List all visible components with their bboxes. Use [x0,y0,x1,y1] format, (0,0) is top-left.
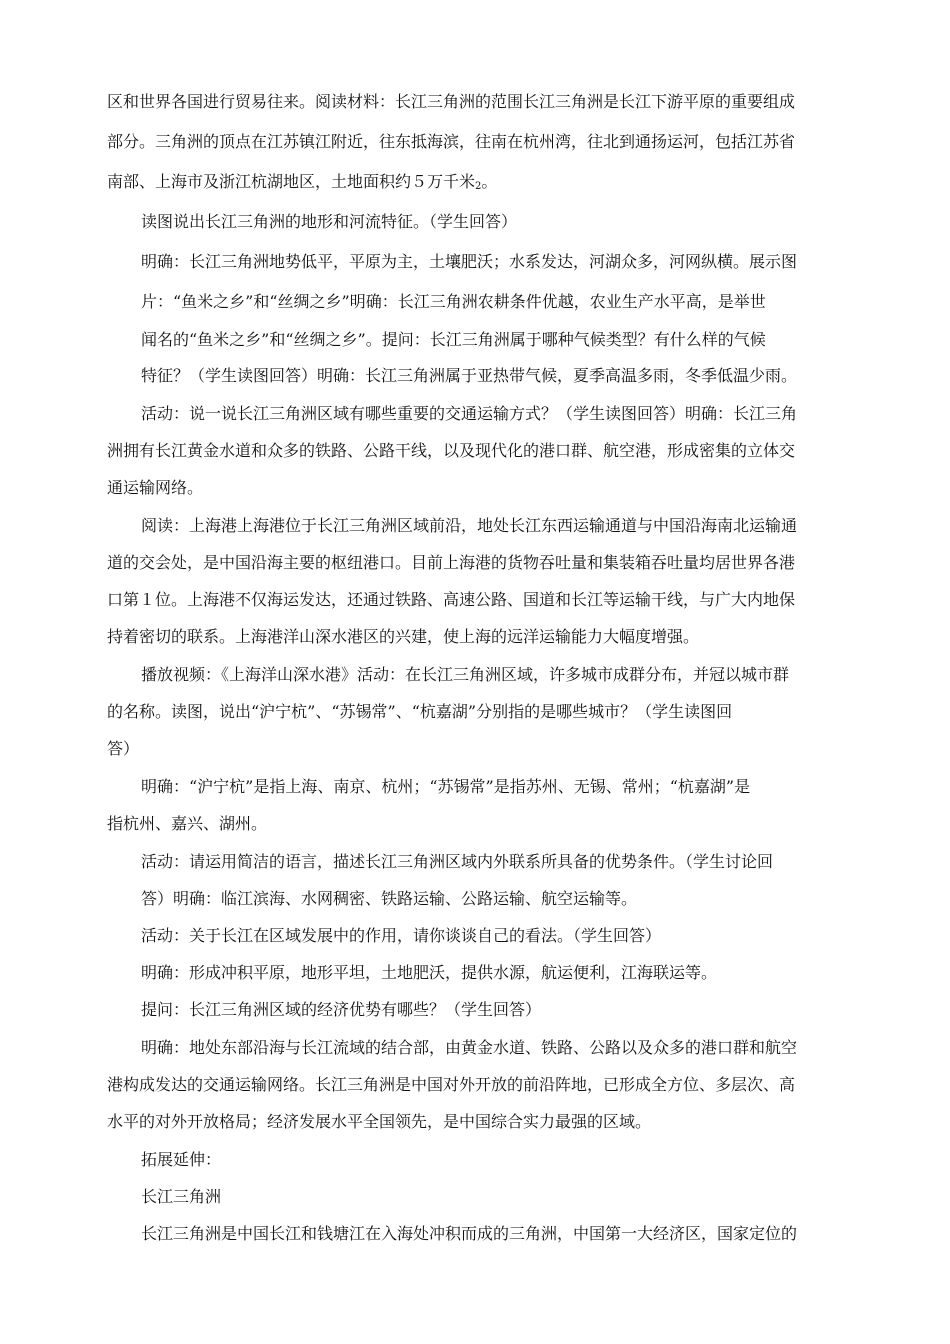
text-line: 播放视频：《上海洋山深水港》活动：在长江三角洲区域，许多城市成群分布，并冠以城市群 [141,665,790,684]
text-line: 答）明确：临江滨海、水网稠密、铁路运输、公路运输、航空运输等。 [141,889,638,908]
text-line: 洲拥有长江黄金水道和众多的铁路、公路干线，以及现代化的港口群、航空港，形成密集的立体交 [107,441,796,460]
text-line: 明确：形成冲积平原，地形平坦，土地肥沃，提供水源，航运便利，江海联运等。 [141,963,718,982]
text-line: 闻名的“鱼米之乡”和“丝绸之乡”。提问：长江三角洲属于哪种气候类型？有什么样的气候 [141,330,766,349]
text-line: 答） [107,739,140,758]
section-heading: 长江三角洲 [141,1187,222,1206]
text-line: 明确：“沪宁杭”是指上海、南京、杭州；“苏锡常”是指苏州、无锡、常州；“杭嘉湖”是 [141,777,751,796]
text-line: 片：“鱼米之乡”和“丝绸之乡”明确：长江三角洲农耕条件优越，农业生产水平高，是举世 [141,292,766,311]
text-line: 口第１位。上海港不仅海运发达，还通过铁路、高速公路、国道和长江等运输干线，与广大内地保 [107,590,796,609]
superscript-unit: 2 [475,181,482,192]
text-line: 道的交会处，是中国沿海主要的枢纽港口。目前上海港的货物吞吐量和集装箱吞吐量均居世界各港 [107,553,796,572]
text-line: 明确：长江三角洲地势低平，平原为主，土壤肥沃；水系发达，河湖众多，河网纵横。展示图 [141,252,798,271]
text-line [107,172,497,197]
text-line: 的名称。读图，说出“沪宁杭”、“苏锡常”、“杭嘉湖”分别指的是哪些城市？（学生读图回 [107,702,733,721]
text-line-tail: 。 [481,172,498,191]
text-line: 特征？（学生读图回答）明确：长江三角洲属于亚热带气候，夏季高温多雨，冬季低温少雨。 [141,366,798,385]
text-line: 拓展延伸： [141,1150,222,1169]
text-line: 活动：说一说长江三角洲区域有哪些重要的交通运输方式？（学生读图回答）明确：长江三角 [141,404,798,423]
text-line: 长江三角洲是中国长江和钱塘江在入海处冲积而成的三角洲，中国第一大经济区，国家定位的 [141,1224,798,1243]
text-line: 指杭州、嘉兴、湖州。 [107,814,268,833]
text-line: 持着密切的联系。上海港洋山深水港区的兴建，使上海的远洋运输能力大幅度增强。 [107,627,700,646]
text-line: 区和世界各国进行贸易往来。阅读材料：长江三角洲的范围长江三角洲是长江下游平原的重要组成 [107,92,796,111]
text-line: 活动：请运用简洁的语言，描述长江三角洲区域内外联系所具备的优势条件。（学生讨论回 [141,852,774,871]
text-line: 提问：长江三角洲区域的经济优势有哪些？（学生回答） [141,1000,542,1019]
text-line-main: 南部、上海市及浙江杭湖地区，土地面积约５万千米 [107,172,476,191]
text-line: 部分。三角洲的顶点在江苏镇江附近，往东抵海滨，往南在杭州湾，往北到通扬运河，包括江苏省 [107,132,796,151]
text-line: 读图说出长江三角洲的地形和河流特征。（学生回答） [141,212,518,231]
text-line: 港构成发达的交通运输网络。长江三角洲是中国对外开放的前沿阵地，已形成全方位、多层次、高 [107,1075,796,1094]
text-line: 水平的对外开放格局；经济发展水平全国领先，是中国综合实力最强的区域。 [107,1112,652,1131]
text-line: 明确：地处东部沿海与长江流域的结合部，由黄金水道、铁路、公路以及众多的港口群和航空 [141,1038,798,1057]
text-line: 通运输网络。 [107,478,204,497]
text-line: 阅读：上海港上海港位于长江三角洲区域前沿，地处长江东西运输通道与中国沿海南北运输通 [141,516,798,535]
text-line: 活动：关于长江在区域发展中的作用，请你谈谈自己的看法。（学生回答） [141,926,662,945]
